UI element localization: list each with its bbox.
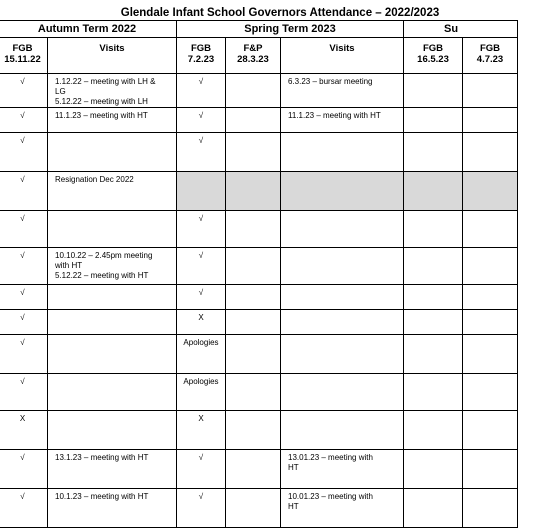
fp-28-3-23-cell (226, 489, 281, 528)
fgb-4-7-23-cell (463, 285, 518, 310)
fgb-15-11-22-cell (0, 211, 48, 248)
col-header-fgb-summer-1: FGB 16.5.23 (404, 38, 463, 74)
fgb-7-2-23-cell-value: √ (198, 77, 204, 86)
fgb-15-11-22-cell (0, 285, 48, 310)
visits-autumn-cell (48, 411, 177, 450)
fgb-4-7-23-cell (463, 374, 518, 411)
fgb-16-5-23-cell (404, 374, 463, 411)
fgb-7-2-23-cell-value: Apologies (183, 338, 219, 347)
fp-28-3-23-cell (226, 411, 281, 450)
fgb-4-7-23-cell (463, 450, 518, 489)
fgb-7-2-23-cell (177, 310, 226, 335)
fgb-16-5-23-cell (404, 450, 463, 489)
visit-text-line: 10.10.22 – 2.45pm meeting (55, 251, 153, 260)
fgb-4-7-23-cell (463, 411, 518, 450)
visits-autumn-cell (48, 310, 177, 335)
visits-autumn-cell (48, 335, 177, 374)
visit-text-line: 13.01.23 – meeting with (288, 453, 373, 462)
visit-text-line: LG (55, 87, 66, 96)
visits-autumn-cell (48, 450, 177, 489)
fp-28-3-23-cell (226, 133, 281, 172)
fgb-4-7-23-cell (463, 489, 518, 528)
fp-28-3-23-cell (226, 310, 281, 335)
term-header-row (0, 21, 518, 38)
table-row (0, 133, 518, 172)
fgb-15-11-22-cell (0, 411, 48, 450)
visits-spring-cell (281, 411, 404, 450)
fgb-7-2-23-cell-value: Apologies (183, 377, 219, 386)
fgb-16-5-23-cell (404, 172, 463, 211)
visit-text-line: 10.1.23 – meeting with HT (55, 492, 149, 501)
fgb-4-7-23-cell (463, 108, 518, 133)
visit-text-line: HT (288, 463, 299, 472)
fgb-16-5-23-cell (404, 285, 463, 310)
fgb-7-2-23-cell-value: √ (198, 492, 204, 501)
fp-28-3-23-cell (226, 450, 281, 489)
visit-text-line: Resignation Dec 2022 (55, 175, 134, 184)
fgb-7-2-23-cell (177, 133, 226, 172)
table-row (0, 108, 518, 133)
visits-spring-cell (281, 74, 404, 108)
fgb-4-7-23-cell (463, 74, 518, 108)
column-header-row (0, 38, 518, 74)
visit-text-line: 1.12.22 – meeting with LH & (55, 77, 156, 86)
fgb-7-2-23-cell (177, 108, 226, 133)
col-header-fgb-autumn: FGB 15.11.22 (0, 38, 48, 74)
fgb-7-2-23-cell-value: √ (198, 136, 204, 145)
visits-spring-cell (281, 133, 404, 172)
fp-28-3-23-cell (226, 374, 281, 411)
fgb-15-11-22-cell (0, 172, 48, 211)
col-header-visits-autumn: Visits (48, 38, 177, 74)
visits-autumn-cell (48, 133, 177, 172)
attendance-body (0, 74, 518, 528)
fgb-16-5-23-cell (404, 411, 463, 450)
visits-autumn-cell (48, 172, 177, 211)
fgb-16-5-23-cell (404, 310, 463, 335)
term-autumn-header: Autumn Term 2022 (0, 21, 177, 38)
document-title: Glendale Infant School Governors Attendance – 2022/2023 (120, 7, 440, 19)
fgb-15-11-22-cell-value: √ (20, 77, 25, 86)
visits-spring-cell (281, 172, 404, 211)
fgb-15-11-22-cell-value: √ (20, 377, 25, 386)
visits-spring-cell (281, 108, 404, 133)
fgb-4-7-23-cell (463, 133, 518, 172)
fgb-15-11-22-cell-value: √ (20, 453, 25, 462)
table-row (0, 310, 518, 335)
visits-autumn-cell (48, 248, 177, 285)
table-row (0, 489, 518, 528)
fgb-7-2-23-cell (177, 74, 226, 108)
fgb-7-2-23-cell-value: √ (198, 251, 204, 260)
attendance-table (0, 20, 518, 528)
fgb-4-7-23-cell (463, 172, 518, 211)
fp-28-3-23-cell (226, 335, 281, 374)
visits-autumn-cell (48, 211, 177, 248)
fgb-15-11-22-cell (0, 133, 48, 172)
visits-autumn-cell (48, 489, 177, 528)
fgb-16-5-23-cell (404, 133, 463, 172)
fp-28-3-23-cell (226, 285, 281, 310)
visits-autumn-cell (48, 74, 177, 108)
table-row (0, 172, 518, 211)
fgb-16-5-23-cell (404, 108, 463, 133)
fgb-7-2-23-cell-value: √ (198, 111, 204, 120)
visits-autumn-cell (48, 108, 177, 133)
visit-text-line: 5.12.22 – meeting with LH (55, 97, 148, 106)
fgb-15-11-22-cell-value: √ (20, 251, 25, 260)
col-header-fgb-summer-2: FGB 4.7.23 (463, 38, 518, 74)
fgb-7-2-23-cell (177, 211, 226, 248)
fgb-15-11-22-cell (0, 310, 48, 335)
fgb-7-2-23-cell-value: √ (198, 453, 204, 462)
fp-28-3-23-cell (226, 172, 281, 211)
visit-text-line: with HT (55, 261, 83, 270)
visit-text-line: 10.01.23 – meeting with (288, 492, 373, 501)
fgb-15-11-22-cell-value: X (19, 414, 26, 423)
visits-spring-cell (281, 248, 404, 285)
fgb-16-5-23-cell (404, 211, 463, 248)
fgb-16-5-23-cell (404, 74, 463, 108)
visit-text-line: 6.3.23 – bursar meeting (288, 77, 373, 86)
table-row (0, 285, 518, 310)
fgb-7-2-23-cell (177, 450, 226, 489)
fgb-15-11-22-cell (0, 248, 48, 285)
visits-spring-cell (281, 211, 404, 248)
fgb-4-7-23-cell (463, 248, 518, 285)
fgb-15-11-22-cell (0, 450, 48, 489)
fgb-15-11-22-cell (0, 74, 48, 108)
fgb-4-7-23-cell (463, 310, 518, 335)
fgb-7-2-23-cell-value: X (198, 313, 204, 322)
visits-spring-cell (281, 489, 404, 528)
fgb-15-11-22-cell-value: √ (20, 214, 25, 223)
fp-28-3-23-cell (226, 74, 281, 108)
table-row (0, 211, 518, 248)
table-row (0, 411, 518, 450)
table-row (0, 74, 518, 108)
visit-text-line: HT (288, 502, 299, 511)
visits-spring-cell (281, 285, 404, 310)
fgb-7-2-23-cell-value: X (198, 414, 204, 423)
visit-text-line: 5.12.22 – meeting with HT (55, 271, 149, 280)
visit-text-line: 11.1.23 – meeting with HT (55, 111, 148, 120)
visits-autumn-cell (48, 285, 177, 310)
col-header-fp-spring: F&P 28.3.23 (226, 38, 281, 74)
fgb-15-11-22-cell (0, 108, 48, 133)
fgb-4-7-23-cell (463, 335, 518, 374)
fgb-15-11-22-cell-value: √ (20, 288, 25, 297)
fgb-7-2-23-cell (177, 374, 226, 411)
table-row (0, 374, 518, 411)
visits-spring-cell (281, 310, 404, 335)
fgb-16-5-23-cell (404, 335, 463, 374)
fgb-7-2-23-cell-value: √ (198, 288, 204, 297)
table-row (0, 450, 518, 489)
fgb-15-11-22-cell-value: √ (20, 175, 25, 184)
fgb-16-5-23-cell (404, 489, 463, 528)
fgb-7-2-23-cell (177, 248, 226, 285)
fgb-7-2-23-cell (177, 411, 226, 450)
fgb-15-11-22-cell-value: √ (20, 313, 25, 322)
fgb-15-11-22-cell-value: √ (20, 111, 25, 120)
table-row (0, 335, 518, 374)
col-header-visits-spring: Visits (281, 38, 404, 74)
term-spring-header: Spring Term 2023 (177, 21, 404, 38)
fgb-16-5-23-cell (404, 248, 463, 285)
fp-28-3-23-cell (226, 248, 281, 285)
fgb-7-2-23-cell (177, 172, 226, 211)
col-header-fgb-spring: FGB 7.2.23 (177, 38, 226, 74)
fgb-4-7-23-cell (463, 211, 518, 248)
visits-spring-cell (281, 335, 404, 374)
fp-28-3-23-cell (226, 211, 281, 248)
term-summer-header: Su (404, 21, 518, 38)
visit-text-line: 11.1.23 – meeting with HT (288, 111, 381, 120)
fgb-7-2-23-cell (177, 285, 226, 310)
fgb-15-11-22-cell (0, 374, 48, 411)
fgb-7-2-23-cell (177, 335, 226, 374)
fgb-15-11-22-cell-value: √ (20, 492, 25, 501)
fgb-15-11-22-cell-value: √ (20, 136, 25, 145)
table-row (0, 248, 518, 285)
visits-autumn-cell (48, 374, 177, 411)
fgb-15-11-22-cell-value: √ (20, 338, 25, 347)
fgb-7-2-23-cell (177, 489, 226, 528)
fp-28-3-23-cell (226, 108, 281, 133)
visit-text-line: 13.1.23 – meeting with HT (55, 453, 149, 462)
visits-spring-cell (281, 450, 404, 489)
visits-spring-cell (281, 374, 404, 411)
fgb-15-11-22-cell (0, 489, 48, 528)
fgb-7-2-23-cell-value: √ (198, 214, 204, 223)
fgb-15-11-22-cell (0, 335, 48, 374)
